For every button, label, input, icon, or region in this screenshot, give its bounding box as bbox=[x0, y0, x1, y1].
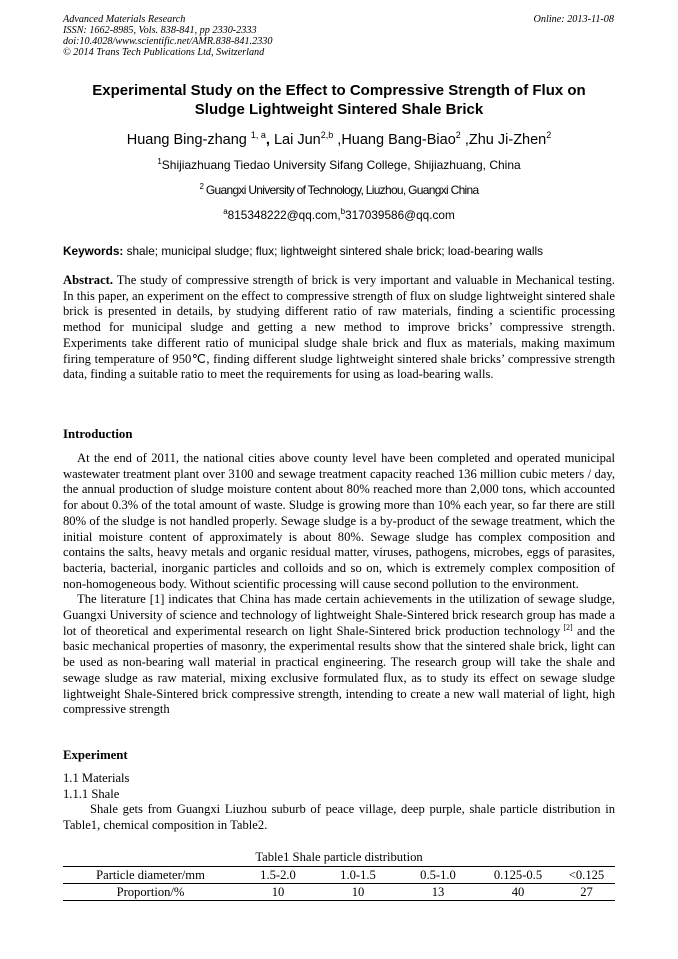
table-header-cell: Particle diameter/mm bbox=[63, 867, 238, 884]
author-1: Huang Bing-zhang bbox=[126, 132, 251, 148]
intro-p2-part-b: and the basic mechanical properties of masonry, the experimental results show that the sintered shale brick, light can be used as non-bearing wall material in practical engineering. The research group will take the shale and sewage sludge as raw material, mixing exclusive formulated flux, as to study its effect on sewage sludge lightweight Shale-Sintered brick compressive strength, intending to create a new wall material of light, high compressive strength bbox=[63, 623, 616, 717]
journal-name: Advanced Materials Research bbox=[63, 14, 186, 25]
online-date: Online: 2013-11-08 bbox=[533, 14, 614, 25]
table-cell: 10 bbox=[318, 884, 398, 901]
materials-subheading: 1.1 Materials bbox=[63, 771, 130, 785]
table1 bbox=[63, 866, 615, 901]
affiliation-1 bbox=[40, 158, 638, 173]
table-row bbox=[63, 884, 615, 901]
intro-p2-part-a: The literature [1] indicates that China has made certain achievements in the utilization of sewage sludge, Guangxi University of science and technology of lightweight Shale-Sintered brick research group has made a lot of theoretical and experimental research on light Shale-Sintered brick production technology bbox=[63, 592, 615, 638]
author-emails bbox=[40, 208, 638, 223]
affiliation-1-sup: 1 bbox=[157, 157, 162, 166]
author-4-sup: 2 bbox=[546, 130, 552, 140]
author-1-sup: 1, a bbox=[250, 130, 266, 140]
table-cell: 10 bbox=[238, 884, 318, 901]
affiliation-2-sup: 2 bbox=[199, 182, 204, 191]
affiliation-1-text: Shijiazhuang Tiedao University Sifang College, Shijiazhuang, China bbox=[161, 158, 521, 172]
intro-paragraph-2 bbox=[63, 592, 615, 718]
table-cell: 27 bbox=[558, 884, 615, 901]
affiliation-2-text: Guangxi University of Technology, Liuzhou, Guangxi China bbox=[203, 183, 479, 197]
author-2: Lai Jun bbox=[273, 132, 321, 148]
table1-caption: Table1 Shale particle distribution bbox=[255, 850, 423, 864]
shale-text: Shale gets from Guangxi Liuzhou suburb of peace village, deep purple, shale particle distribution in Table1, chemical composition in Table2. bbox=[63, 802, 615, 832]
table-header-cell: 0.125-0.5 bbox=[478, 867, 558, 884]
author-sep-1: , bbox=[265, 132, 274, 148]
experiment-heading: Experiment bbox=[63, 748, 128, 762]
doi-line: doi:10.4028/www.scientific.net/AMR.838-841.2330 bbox=[63, 36, 273, 47]
table-cell: 13 bbox=[398, 884, 478, 901]
title-line-1: Experimental Study on the Effect to Compressive Strength of Flux on bbox=[92, 82, 586, 99]
keywords bbox=[63, 244, 615, 259]
author-2-sup: 2,b bbox=[320, 130, 334, 140]
table-header-cell: 0.5-1.0 bbox=[398, 867, 478, 884]
email-a: 815348222@qq.com, bbox=[227, 208, 341, 222]
title-line-2: Sludge Lightweight Sintered Shale Brick bbox=[194, 101, 484, 118]
author-3: Huang Bang-Biao bbox=[341, 132, 456, 148]
table-header-row bbox=[63, 867, 615, 884]
table-cell: 40 bbox=[478, 884, 558, 901]
table-cell: Proportion/% bbox=[63, 884, 238, 901]
shale-subheading: 1.1.1 Shale bbox=[63, 787, 120, 801]
table-header-cell: 1.5-2.0 bbox=[238, 867, 318, 884]
email-b: 317039586@qq.com bbox=[345, 208, 455, 222]
email-a-sup: a bbox=[223, 207, 228, 216]
issn-line: ISSN: 1662-8985, Vols. 838-841, pp 2330-2333 bbox=[63, 25, 257, 36]
author-3-sup: 2 bbox=[455, 130, 461, 140]
table-header-cell: 1.0-1.5 bbox=[318, 867, 398, 884]
abstract-text: The study of compressive strength of brick is very important and valuable in Mechanical testing. In this paper, an experiment on the effect to compressive strength of flux on sludge lightweight sintered shale brick is presented in details, by studying different ratio of raw materials, finding a scientific processing method for municipal sludge and getting a new method to improve bricks’ compressive strength. Experiments take different ratio of municipal sludge shale brick and flux as materials, making maximum firing temperature of 950℃, finding different sludge lightweight sintered shale bricks’ compressive strength data, finding a suitable ratio to meet the requirements for using as load-bearing walls. bbox=[63, 273, 615, 382]
journal-header bbox=[63, 14, 272, 58]
paper-title bbox=[40, 81, 638, 119]
email-b-sup: b bbox=[340, 207, 346, 216]
author-sep-3: , bbox=[460, 132, 469, 148]
introduction-heading: Introduction bbox=[63, 427, 133, 441]
keywords-text: shale; municipal sludge; flux; lightweight sintered shale brick; load-bearing walls bbox=[123, 244, 543, 258]
table-header-cell: <0.125 bbox=[558, 867, 615, 884]
affiliation-2 bbox=[40, 183, 638, 198]
keywords-label: Keywords: bbox=[63, 244, 124, 258]
introduction-body bbox=[63, 451, 615, 718]
author-4: Zhu Ji-Zhen bbox=[468, 132, 547, 148]
abstract bbox=[63, 273, 615, 383]
copyright-line: © 2014 Trans Tech Publications Ltd, Switzerland bbox=[63, 47, 265, 58]
abstract-label: Abstract. bbox=[63, 273, 114, 287]
shale-paragraph bbox=[63, 802, 615, 833]
author-list bbox=[40, 131, 638, 149]
author-sep-2: , bbox=[333, 132, 342, 148]
citation-2: [2] bbox=[560, 622, 573, 632]
intro-paragraph-1: At the end of 2011, the national cities above county level have been completed and operated municipal wastewater treatment plant over 3100 and sewage treatment capacity reached 136 million cubic meters / day, the annual production of sludge moisture content about 80% reached more than 2,000 tons, which accounted for about 0.3% of the total amount of waste. Sludge is growing more than 10% each year, so far there are still 80% of the sludge is not handled properly. Sewage sludge is a by-product of the sewage treatment, which the initial moisture content of approximately is about 80%. Sewage sludge has complex composition and contains the salts, heavy metals and organic residual matter, viruses, pathogens, microbes, eggs of parasites, bacteria, bacterial, inorganic particles and colloids and so on, which is extremely complex composition of non-homogeneous body. Without scientific processing will cause second pollution to the environment. bbox=[63, 451, 615, 591]
